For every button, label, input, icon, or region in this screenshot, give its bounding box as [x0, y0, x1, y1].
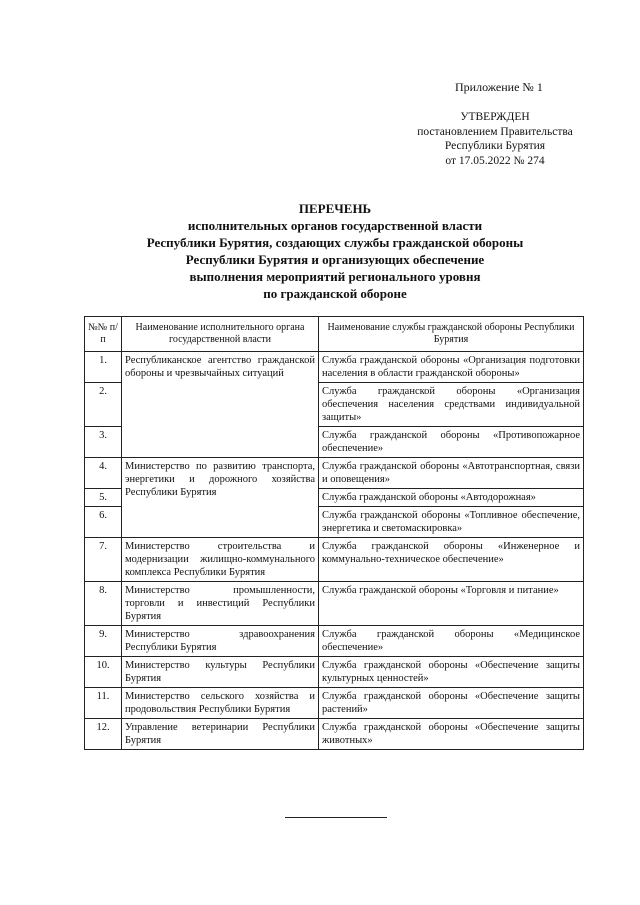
title-line: выполнения мероприятий регионального уровня [189, 269, 481, 284]
organ-name: Министерство сельского хозяйства и продовольствия Республики Бурятия [122, 688, 319, 719]
table-row [85, 657, 584, 688]
table-row [85, 719, 584, 750]
table-row [85, 626, 584, 657]
header-org: Наименование исполнительного органа государственной власти [122, 317, 319, 352]
service-name: Служба гражданской обороны «Топливное обеспечение, энергетика и светомаскировка» [319, 507, 584, 538]
approval-line: Республики Бурятия [444, 140, 546, 152]
signature-line [285, 817, 387, 818]
service-name: Служба гражданской обороны «Торговля и питание» [319, 582, 584, 626]
row-number: 7. [85, 538, 122, 582]
header-num: №№ п/п [85, 317, 122, 352]
service-name: Служба гражданской обороны «Медицинское обеспечение» [319, 626, 584, 657]
table-body [85, 352, 584, 750]
approval-line: постановлением Правительства [417, 125, 573, 138]
approval-line: от 17.05.2022 № 274 [445, 154, 545, 167]
organ-name: Управление ветеринарии Республики Бурятия [122, 719, 319, 750]
service-name: Служба гражданской обороны «Автотранспортная, связи и оповещения» [319, 458, 584, 489]
table-row [85, 582, 584, 626]
row-number: 1. [85, 352, 122, 383]
approval-block [405, 110, 585, 168]
table-header-row [85, 317, 584, 352]
service-name: Служба гражданской обороны «Организация подготовки населения в области гражданской обороны» [319, 352, 584, 383]
service-name: Служба гражданской обороны «Противопожарное обеспечение» [319, 427, 584, 458]
row-number: 5. [85, 489, 122, 507]
row-number: 4. [85, 458, 122, 489]
organ-name: Министерство здравоохранения Республики Бурятия [122, 626, 319, 657]
service-name: Служба гражданской обороны «Обеспечение защиты животных» [319, 719, 584, 750]
appendix-label: Приложение № 1 [455, 80, 543, 94]
table-row [85, 688, 584, 719]
organ-name: Министерство промышленности, торговли и инвестиций Республики Бурятия [122, 582, 319, 626]
table-row [85, 538, 584, 582]
row-number: 6. [85, 507, 122, 538]
row-number: 11. [85, 688, 122, 719]
service-name: Служба гражданской обороны «Инженерное и коммунально-техническое обеспечение» [319, 538, 584, 582]
document-title [70, 200, 600, 302]
organ-name: Республиканское агентство гражданской обороны и чрезвычайных ситуаций [122, 352, 319, 458]
title-line: Республики Бурятия и организующих обеспечение [185, 252, 485, 267]
row-number: 3. [85, 427, 122, 458]
service-name: Служба гражданской обороны «Обеспечение защиты растений» [319, 688, 584, 719]
row-number: 10. [85, 657, 122, 688]
service-name: Служба гражданской обороны «Автодорожная» [319, 489, 584, 507]
approval-line: УТВЕРЖДЕН [460, 111, 530, 123]
row-number: 2. [85, 383, 122, 427]
organ-name: Министерство культуры Республики Бурятия [122, 657, 319, 688]
row-number: 9. [85, 626, 122, 657]
services-table [84, 316, 584, 750]
table-row [85, 458, 584, 489]
row-number: 12. [85, 719, 122, 750]
service-name: Служба гражданской обороны «Организация обеспечения населения средствами индивидуальной защиты» [319, 383, 584, 427]
title-line: исполнительных органов государственной власти [187, 218, 483, 233]
organ-name: Министерство строительства и модернизации жилищно-коммунального комплекса Республики Бурятия [122, 538, 319, 582]
service-name: Служба гражданской обороны «Обеспечение защиты культурных ценностей» [319, 657, 584, 688]
title-line: Республики Бурятия, создающих службы гражданской обороны [146, 235, 524, 250]
row-number: 8. [85, 582, 122, 626]
title-line: ПЕРЕЧЕНЬ [298, 201, 372, 216]
table-row [85, 352, 584, 383]
header-service: Наименование службы гражданской обороны Республики Бурятия [319, 317, 584, 352]
title-line: по гражданской обороне [263, 286, 407, 301]
organ-name: Министерство по развитию транспорта, энергетики и дорожного хозяйства Республики Бурятия [122, 458, 319, 538]
